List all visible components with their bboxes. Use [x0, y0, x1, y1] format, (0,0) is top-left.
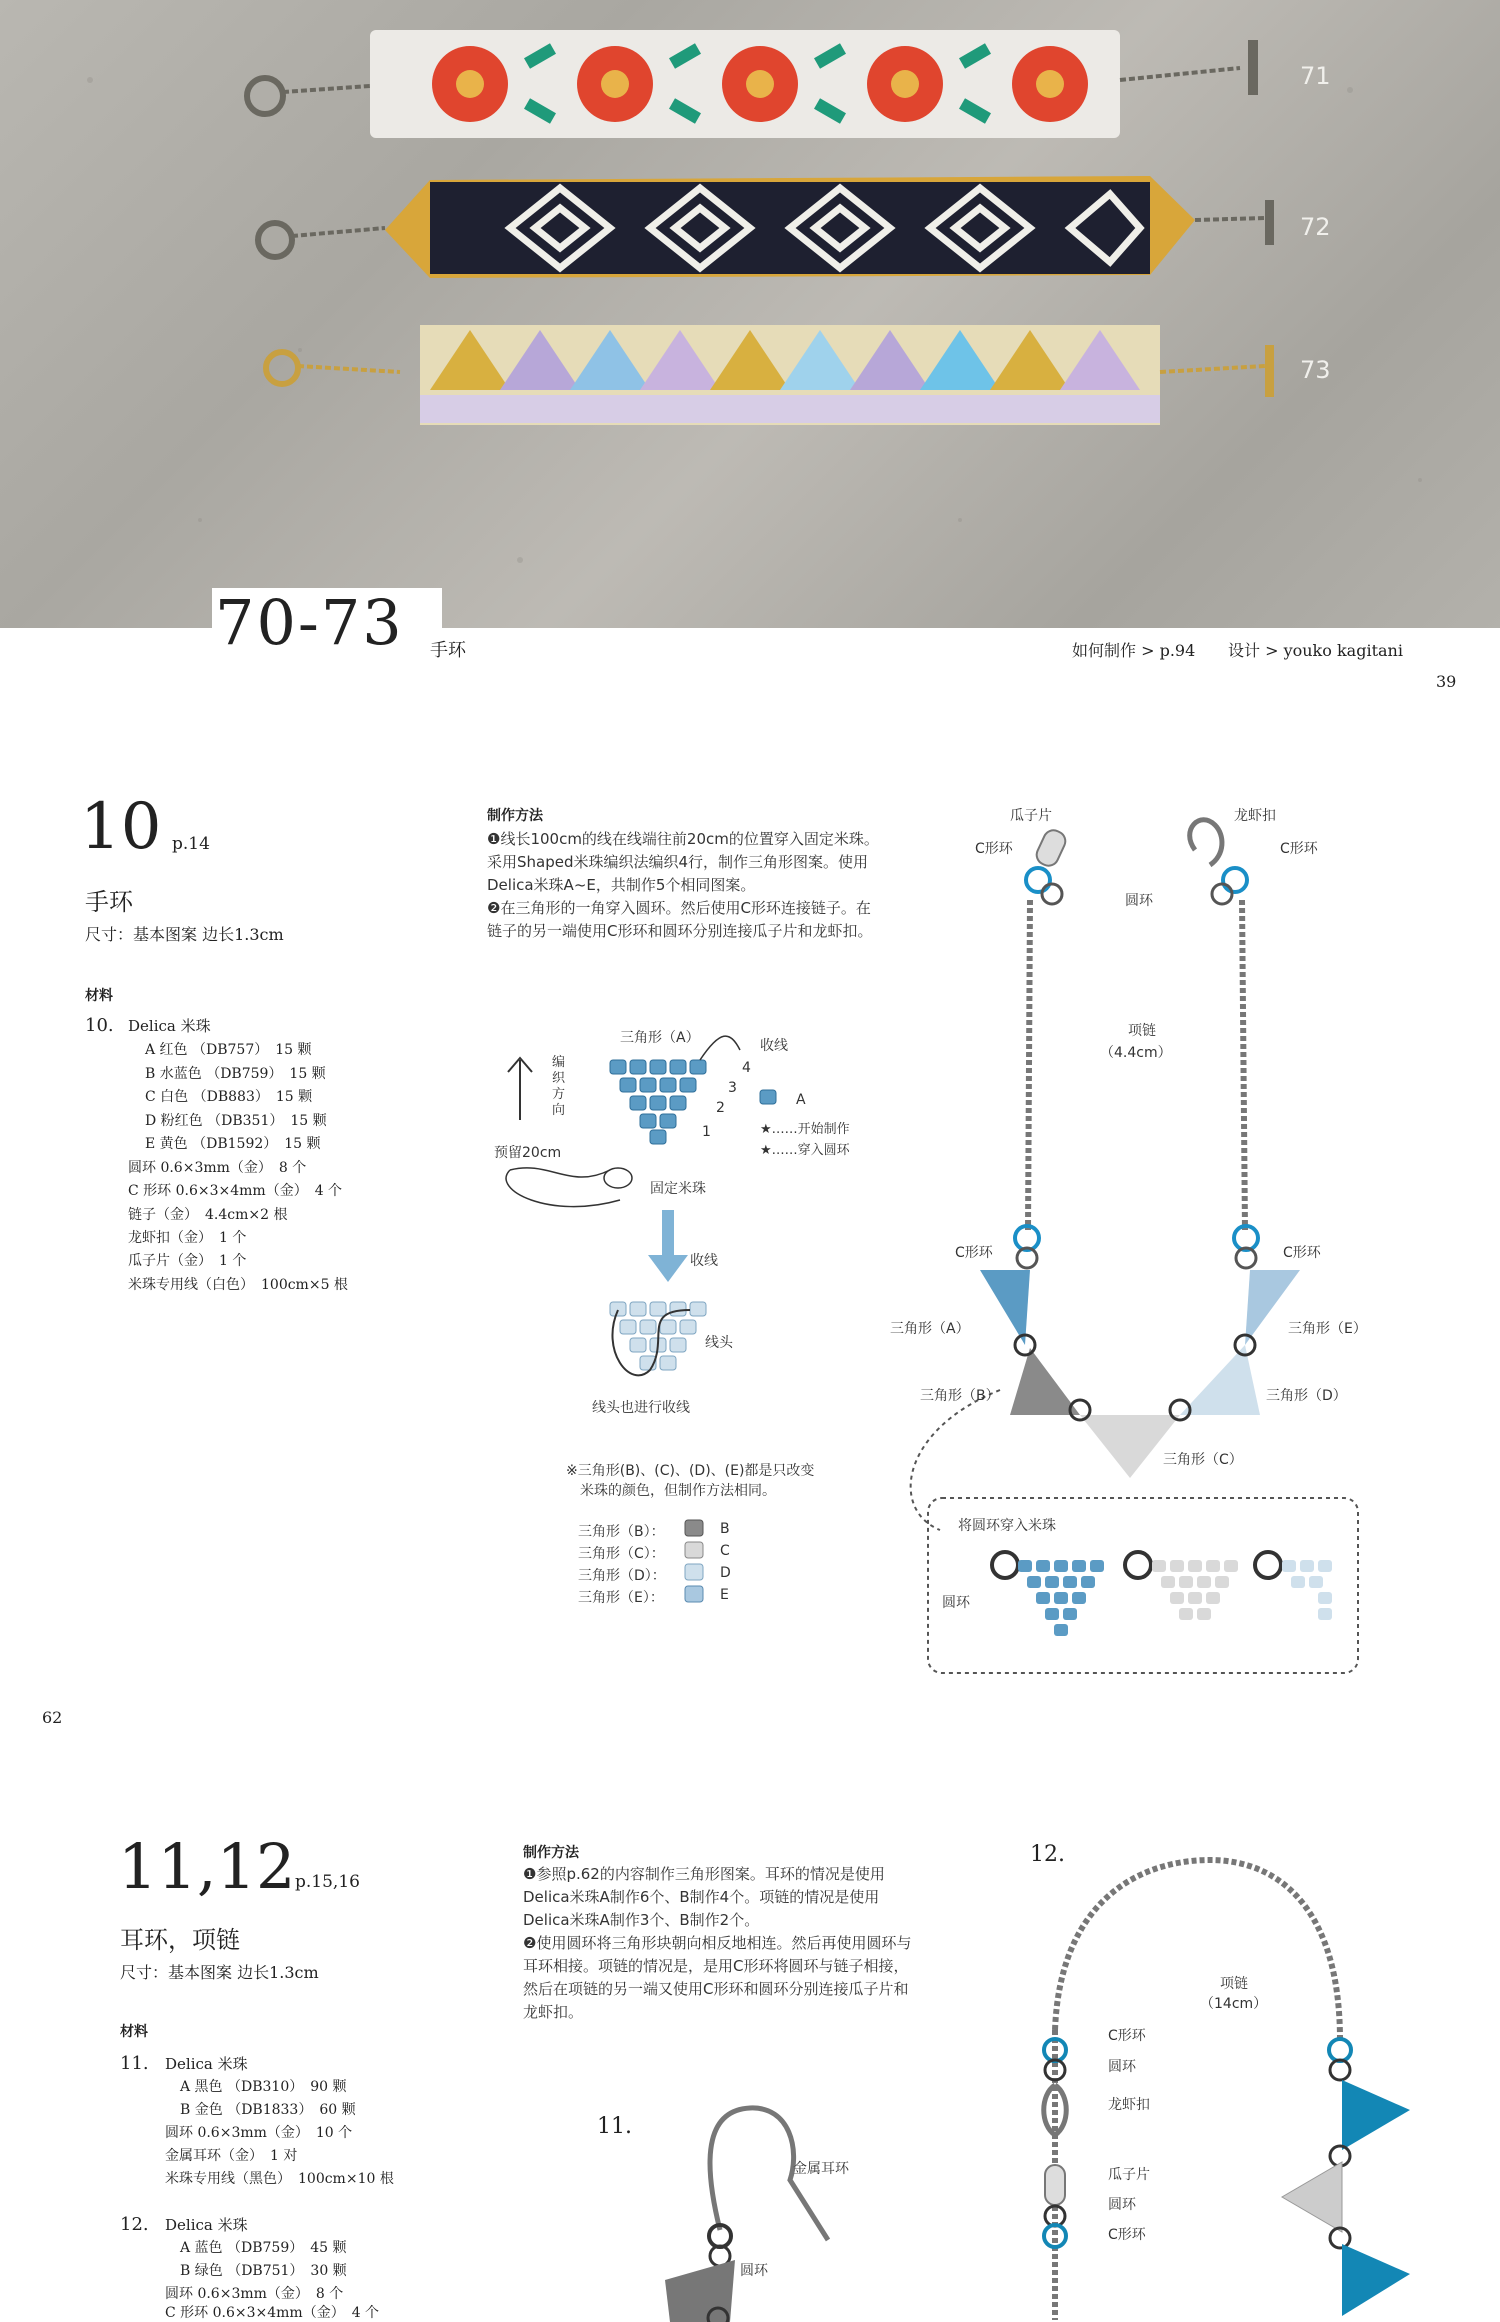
triangle-a-shape — [980, 1270, 1030, 1345]
material-line: Delica 米珠 — [165, 2055, 248, 2073]
c-ring-label-right: C形环 — [1280, 841, 1318, 857]
legend-swatches — [685, 1520, 703, 1602]
item1112-materials-heading: 材料 — [120, 2024, 148, 2040]
material-line: Delica 米珠 — [165, 2216, 248, 2234]
shouxian2-label: 收线 — [690, 1253, 718, 1269]
material-line: B 金色 （DB1833） 60 颗 — [180, 2102, 356, 2118]
fixed-bead-label: 固定米珠 — [650, 1181, 706, 1197]
page-number-39: 39 — [1436, 672, 1457, 691]
material-line: 链子（金） 4.4cm×2 根 — [128, 1207, 288, 1223]
step-line: ❶参照p.62的内容制作三角形图案。耳环的情况是使用 — [523, 1865, 885, 1883]
item10-name: 手环 — [85, 888, 133, 916]
howto-link[interactable]: 如何制作 > p.94 — [1072, 641, 1196, 660]
necklace-triangle-2 — [1282, 2162, 1342, 2232]
start-legend: ★……开始制作 — [760, 1122, 850, 1137]
material-line: A 红色 （DB757） 15 颗 — [145, 1042, 312, 1058]
necklace-triangle-1 — [1342, 2080, 1410, 2150]
material-line: 圆环 0.6×3mm（金） 10 个 — [165, 2125, 353, 2141]
material-line: B 绿色 （DB751） 30 颗 — [180, 2263, 347, 2279]
m11-number: 11. — [120, 2053, 149, 2074]
necklace-c-ring-label-2: C形环 — [1108, 2227, 1146, 2243]
fig11-label: 11. — [597, 2114, 632, 2139]
tri-d-label: 三角形（D） — [1266, 1388, 1347, 1404]
necklace-ring-label-2: 圆环 — [1108, 2197, 1136, 2213]
fig12-label: 12. — [1030, 1842, 1065, 1867]
bracelet-71 — [247, 30, 1258, 138]
step-line: Delica米珠A制作6个、B制作4个。项链的情况是使用 — [523, 1888, 880, 1906]
row-3: 3 — [728, 1080, 737, 1096]
chain-left — [1028, 900, 1030, 1230]
variant-note-2: 米珠的颜色，但制作方法相同。 — [580, 1483, 776, 1499]
chain-length-label: （4.4cm） — [1100, 1045, 1172, 1061]
earring-diagram — [600, 2090, 900, 2322]
inset-title: 将圆环穿入米珠 — [958, 1518, 1056, 1534]
material-line: 米珠专用线（白色） 100cm×5 根 — [128, 1277, 348, 1293]
legend-c-label: 三角形（C）： — [578, 1546, 665, 1562]
c-ring-label-lower-right: C形环 — [1283, 1245, 1321, 1261]
direction-label: 编织方向 — [552, 1055, 566, 1118]
legend-d-label: 三角形（D）： — [578, 1568, 666, 1584]
through-legend: ★……穿入圆环 — [760, 1143, 850, 1158]
item10-size: 尺寸：基本图案 边长1.3cm — [85, 925, 284, 944]
m12-number: 12. — [120, 2214, 149, 2235]
item10-materials-heading: 材料 — [85, 988, 113, 1004]
material-line: A 黑色 （DB310） 90 颗 — [180, 2079, 347, 2095]
step-line: 采用Shaped米珠编织法编织4行，制作三角形图案。使用 — [487, 853, 869, 871]
c-ring-label-left: C形环 — [975, 841, 1013, 857]
step-line: 龙虾扣。 — [523, 2003, 584, 2021]
triangle-b-shape — [1010, 1348, 1080, 1415]
earring-ring-label: 圆环 — [740, 2263, 768, 2279]
triangle-a-beads — [610, 1060, 706, 1144]
step-line: ❶线长100cm的线在线端往前20cm的位置穿入固定米珠。 — [487, 830, 879, 848]
guazipian-icon — [1033, 827, 1068, 869]
chain-right — [1242, 900, 1245, 1230]
inset-beads — [992, 1552, 1332, 1636]
legend-e-label: 三角形（E）： — [578, 1590, 664, 1606]
material-line: 金属耳环（金） 1 对 — [165, 2148, 298, 2164]
step-line: ❷使用圆环将三角形块朝向相反地相连。然后再使用圆环与 — [523, 1934, 912, 1952]
step-line: 然后在项链的另一端又使用C形环和圆环分别连接瓜子片和 — [523, 1980, 909, 1998]
label-73: 73 — [1300, 356, 1331, 384]
thread-end-label: 线头 — [705, 1335, 733, 1351]
bracelet-assembly-diagram — [880, 790, 1400, 1690]
necklace-guazipian-label: 瓜子片 — [1108, 2167, 1150, 2183]
step-line: ❷在三角形的一角穿入圆环。然后使用C形环连接链子。在 — [487, 899, 871, 917]
shouxian-label: 收线 — [760, 1038, 788, 1054]
thread-end-note: 线头也进行收线 — [592, 1400, 690, 1416]
guazipian-label: 瓜子片 — [1010, 808, 1052, 824]
bracelet-73 — [266, 325, 1274, 425]
step-line: 耳环相接。项链的情况是，是用C形环将圆环与链子相接， — [523, 1957, 909, 1975]
material-line: D 粉红色 （DB351） 15 颗 — [145, 1113, 327, 1129]
item10-method-heading: 制作方法 — [487, 808, 543, 824]
material-line: 圆环 0.6×3mm（金） 8 个 — [128, 1160, 307, 1176]
item10-number: 10 — [80, 790, 162, 864]
necklace-chain — [1055, 1860, 1340, 2040]
tri-b-label: 三角形（B） — [920, 1388, 1000, 1404]
legend-b-code: B — [720, 1521, 730, 1537]
tri-e-label: 三角形（E） — [1288, 1321, 1367, 1337]
chain-label: 项链 — [1128, 1023, 1156, 1039]
material-line: 米珠专用线（黑色） 100cm×10 根 — [165, 2171, 394, 2187]
c-ring-icon — [1026, 868, 1050, 892]
material-line: C 白色 （DB883） 15 颗 — [145, 1089, 313, 1105]
label-72: 72 — [1300, 213, 1331, 241]
step-line: 链子的另一端使用C形环和圆环分别连接瓜子片和龙虾扣。 — [487, 922, 873, 940]
guazipian-icon — [1045, 2165, 1065, 2205]
bead-a-label: A — [796, 1092, 806, 1108]
item1112-page-ref: p.15,16 — [295, 1872, 360, 1892]
tri-c-label: 三角形（C） — [1163, 1452, 1243, 1468]
bead-a-swatch — [760, 1090, 776, 1104]
item1112-name: 耳环，项链 — [120, 1926, 240, 1954]
variant-note-1: ※三角形(B)、(C)、(D)、(E)都是只改变 — [566, 1463, 815, 1479]
item10-page-ref: p.14 — [172, 834, 210, 854]
necklace-diagram — [1020, 1840, 1460, 2322]
longxiakou-label: 龙虾扣 — [1234, 808, 1276, 824]
bracelet-72 — [258, 176, 1274, 278]
item1112-steps — [523, 1863, 1013, 2024]
lobster-clasp-icon — [1190, 820, 1222, 865]
material-line: B 水蓝色 （DB759） 15 颗 — [145, 1066, 326, 1082]
item1112-number: 11,12 — [118, 1830, 296, 1903]
page-number-62: 62 — [42, 1708, 63, 1727]
necklace-triangle-3 — [1342, 2244, 1410, 2316]
material-line: E 黄色 （DB1592） 15 颗 — [145, 1136, 321, 1152]
necklace-lobster-label: 龙虾扣 — [1108, 2097, 1150, 2113]
item10-materials-number: 10. — [85, 1015, 114, 1036]
step-line: Delica米珠A制作3个、B制作2个。 — [523, 1911, 760, 1929]
legend-e-code: E — [720, 1587, 729, 1603]
bracelet-photo-art — [0, 0, 1500, 628]
photo-title-number: 70-73 — [215, 586, 404, 659]
row-4: 4 — [742, 1060, 751, 1076]
arrow-down-icon — [648, 1255, 688, 1282]
earring-label: 金属耳环 — [793, 2161, 849, 2177]
material-line: 瓜子片（金） 1 个 — [128, 1253, 247, 1269]
bracelet-photo — [0, 0, 1500, 628]
item1112-size: 尺寸：基本图案 边长1.3cm — [120, 1963, 319, 1982]
triangle-a-label: 三角形（A） — [620, 1030, 700, 1046]
material-line: 龙虾扣（金） 1 个 — [128, 1230, 247, 1246]
necklace-c-ring-label: C形环 — [1108, 2028, 1146, 2044]
necklace-chain-length: （14cm） — [1200, 1996, 1268, 2012]
row-1: 1 — [702, 1124, 711, 1140]
earring-triangle — [665, 2260, 735, 2322]
label-71: 71 — [1300, 62, 1331, 90]
necklace-chain-label: 项链 — [1220, 1976, 1248, 1992]
legend-c-code: C — [720, 1543, 730, 1559]
material-line: C 形环 0.6×3×4mm（金） 4 个 — [165, 2305, 380, 2321]
reserve-label: 预留20cm — [494, 1145, 562, 1161]
yuanhuan-label: 圆环 — [1125, 893, 1153, 909]
photo-title-word: 手环 — [430, 640, 466, 661]
inset-ring-label: 圆环 — [942, 1595, 970, 1611]
legend-b-label: 三角形（B）： — [578, 1524, 665, 1540]
material-line: C 形环 0.6×3×4mm（金） 4 个 — [128, 1183, 343, 1199]
item1112-method-heading: 制作方法 — [523, 1845, 579, 1861]
designer-credit: 设计 > youko kagitani — [1228, 641, 1403, 660]
necklace-ring-label: 圆环 — [1108, 2059, 1136, 2075]
material-line: A 蓝色 （DB759） 45 颗 — [180, 2240, 347, 2256]
tri-a-label: 三角形（A） — [890, 1321, 970, 1337]
step-line: Delica米珠A~E，共制作5个相同图案。 — [487, 876, 756, 894]
legend-d-code: D — [720, 1565, 731, 1581]
material-line: Delica 米珠 — [128, 1017, 211, 1035]
material-line: 圆环 0.6×3mm（金） 8 个 — [165, 2286, 344, 2302]
c-ring-label-lower-left: C形环 — [955, 1245, 993, 1261]
row-2: 2 — [716, 1100, 725, 1116]
